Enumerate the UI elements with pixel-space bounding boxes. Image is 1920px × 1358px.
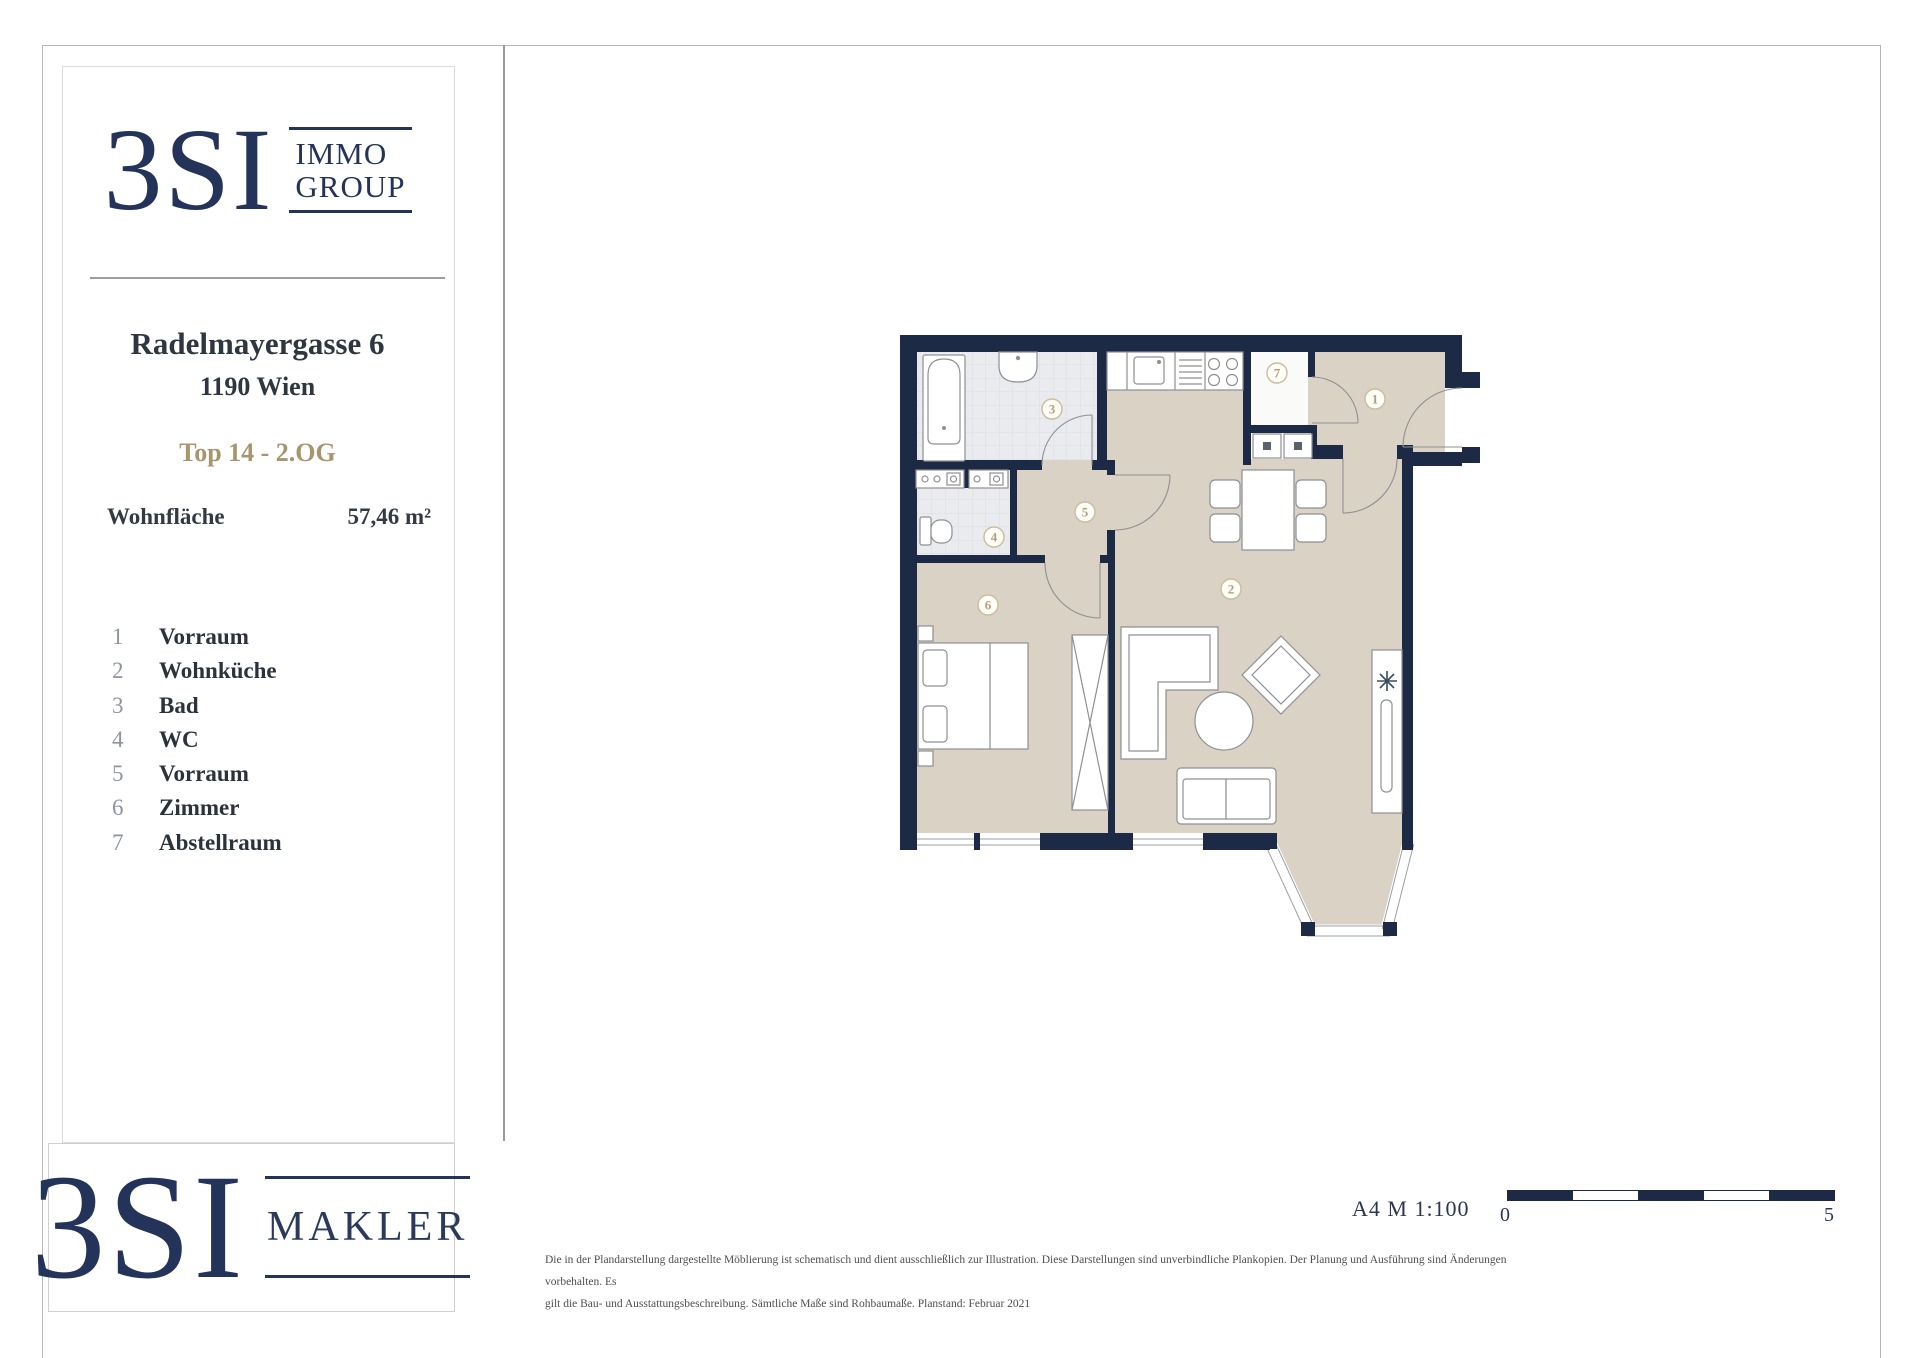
plant-icon <box>1377 671 1397 691</box>
bath-sink-icon <box>999 352 1037 382</box>
list-item <box>62 723 453 757</box>
room-name: Bad <box>159 692 199 718</box>
list-item <box>62 620 453 654</box>
makler-3si-text: 3SI <box>30 1143 246 1310</box>
brand-logo-bottom <box>30 1143 469 1310</box>
room-number: 2 <box>112 658 124 684</box>
scale-bar-segment <box>1704 1191 1769 1200</box>
room-number: 6 <box>112 795 124 821</box>
list-item <box>62 826 453 860</box>
scale-end-label: 5 <box>1824 1204 1834 1226</box>
vanity-icons <box>916 470 1008 488</box>
bed-icon <box>918 626 1028 766</box>
brand-group-line: GROUP <box>295 169 406 204</box>
disclaimer-text <box>545 1249 1520 1315</box>
brand-3si-text: 3SI <box>103 104 274 235</box>
round-table-icon <box>1195 692 1253 750</box>
disclaimer-line-1: Die in der Plandarstellung dargestellte Möblierung ist schematisch und dient ausschließlich zur Illustration. Diese Darstellungen sind unverbindliche Plankopien. Der Planung und Ausführung sind Änderungen vorbehalten. Es <box>545 1254 1507 1288</box>
badge-2: 2 <box>1227 581 1235 597</box>
room-number: 3 <box>112 692 124 718</box>
disclaimer-line-2: gilt die Bau- und Ausstattungsbeschreibung. Sämtliche Maße sind Rohbaumaße. Planstand: Februar 2021 <box>545 1298 1031 1310</box>
badge-5: 5 <box>1081 504 1089 520</box>
room-name: Vorraum <box>159 624 249 649</box>
logo-divider <box>90 277 445 279</box>
room-name: Wohnküche <box>159 658 277 684</box>
property-unit: Top 14 - 2.OG <box>179 438 336 467</box>
scale-start-label: 0 <box>1500 1204 1510 1226</box>
badge-7: 7 <box>1273 365 1281 381</box>
floor-plan <box>890 325 1495 975</box>
scale-bar-segment <box>1769 1191 1834 1200</box>
brand-logo-top <box>62 80 453 260</box>
page-border-right <box>1880 45 1881 1358</box>
list-item <box>62 654 453 688</box>
room-name: Zimmer <box>159 795 240 821</box>
room-number: 5 <box>112 761 124 787</box>
room-name: Abstellraum <box>159 829 282 855</box>
list-item <box>62 757 453 791</box>
badge-6: 6 <box>984 597 992 613</box>
scale-bar-segment <box>1573 1191 1638 1200</box>
makler-label-block <box>265 1176 470 1278</box>
list-item <box>62 791 453 825</box>
toilet-icon <box>920 517 952 545</box>
living-area-value: 57,46 m² <box>347 504 431 529</box>
room-name: WC <box>159 726 199 752</box>
living-area-row <box>62 504 453 530</box>
scale-bar-segment <box>1508 1191 1573 1200</box>
scale-bar-segment <box>1638 1191 1703 1200</box>
format-scale-label: A4 M 1:100 <box>1352 1196 1470 1221</box>
makler-label: MAKLER <box>267 1203 469 1250</box>
wardrobe-icon <box>1072 635 1108 810</box>
brand-immo-group <box>289 127 411 213</box>
room-number: 4 <box>112 726 124 752</box>
bathtub-icon <box>923 355 965 461</box>
scale-bar <box>1507 1190 1835 1201</box>
sofa-icon <box>1177 768 1276 824</box>
property-city: 1190 Wien <box>199 372 316 401</box>
living-area-label: Wohnfläche <box>107 504 225 529</box>
badge-1: 1 <box>1371 391 1379 407</box>
room-number: 7 <box>112 829 124 855</box>
kitchen-counter-icon <box>1107 352 1243 390</box>
badge-4: 4 <box>990 529 998 545</box>
list-item <box>62 689 453 723</box>
property-address: Radelmayergasse 6 <box>130 326 385 361</box>
page-border-top <box>42 45 1880 46</box>
badge-3: 3 <box>1048 401 1056 417</box>
column-divider <box>503 45 505 1141</box>
brand-immo-line: IMMO <box>295 136 388 171</box>
room-name: Vorraum <box>159 761 249 787</box>
room-legend <box>62 620 453 860</box>
room-number: 1 <box>112 624 124 649</box>
